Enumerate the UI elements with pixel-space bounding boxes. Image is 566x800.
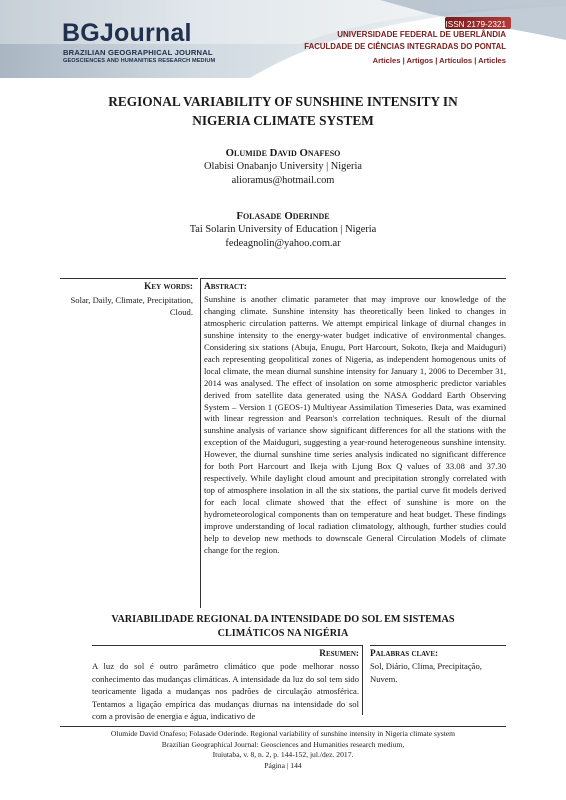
section-label: Articles | Artigos | Artículos | Articles xyxy=(372,56,506,65)
author-name: Olumide David Onafeso xyxy=(225,147,341,159)
faculty-name: FACULDADE DE CIÊNCIAS INTEGRADAS DO PONTAL xyxy=(304,42,506,51)
page-number: Página | 144 xyxy=(264,760,302,770)
journal-logo-title: BGJournal xyxy=(62,19,192,47)
journal-header xyxy=(0,0,566,78)
palabras-clave-heading: Palabras clave: xyxy=(370,649,439,659)
author-affiliation: Tai Solarin University of Education | Nigeria xyxy=(189,224,377,235)
article-title-line-2: NIGERIA CLIMATE SYSTEM xyxy=(192,113,374,128)
journal-logo-tagline: GEOSCIENCES AND HUMANITIES RESEARCH MEDIUM xyxy=(63,58,216,64)
footer-journal-line: Brazilian Geographical Journal: Geosciences and Humanities research medium, xyxy=(161,739,405,749)
keywords-column xyxy=(60,281,193,319)
article-title-line-1: REGIONAL VARIABILITY OF SUNSHINE INTENSITY IN xyxy=(108,94,458,109)
university-name: UNIVERSIDADE FEDERAL DE UBERLÂNDIA xyxy=(337,30,506,39)
author-block-2 xyxy=(60,209,506,251)
resumen-text: A luz do sol é outro parâmetro climático que pode melhorar nosso conhecimento das mudanças climáticas. A intensidade da luz do sol tem sido teoricamente ligada a mudanças nos padrões de circulação atmosférica. Tentamos a ligação empírica das mudanças diurnas na intensidade do sol com a provisão de energia e água, indicativo de xyxy=(92,661,359,722)
abstract-heading: Abstract: xyxy=(204,282,247,292)
article-title xyxy=(60,92,506,130)
resumen-heading: Resumen: xyxy=(319,649,359,659)
author-affiliation: Olabisi Onabanjo University | Nigeria xyxy=(204,161,362,172)
author-email[interactable]: fedeagnolin@yahoo.com.ar xyxy=(225,238,341,249)
citation-footer xyxy=(60,726,506,771)
keywords-heading: Key words: xyxy=(144,282,193,292)
abstract-text: Sunshine is another climatic parameter that may improve our knowledge of the changing climate. Sunshine intensity has theoretically been linked to changes in atmospheric circulation patterns. We attempt empirical linkage of diurnal changes in sunshine intensity to the energy-water budget indicative of environmental changes. Considering six stations (Abuja, Enugu, Port Harcourt, Sokoto, Ikeja and Maiduguri) each representing geopolitical zones of Nigeria, as independent homogenous units of local climate, the mean diurnal sunshine intensity for January 1, 2006 to December 31, 2014 was analysed. The effect of insolation on some atmospheric predictor variables derived from satellite data generated using the NASA Goddard Earth Observing System – Version 1 (GEOS-1) Multiyear Assimilation Timeseries Data, was examined with linear regression and Pearson's correlation techniques. Result of the diurnal sunshine analysis of variance show significant differences for all the stations with the exception of the Maiduguri, suggesting a year-round heterogeneous sunshine intensity. However, the diurnal sunshine time series analysis indicated no significant difference for both Port Harcourt and Ikeja with Ljung Box Q values of 33.08 and 37.30 respectively. While daylight cloud amount and precipitation strongly correlated with top of atmosphere insolation in all the six stations, the partial curve fit models derived for each local climate showed that the effect of sunshine is more on the hydrometeorological components than on temperature and heat budget. These findings improve understanding of local radiation climatology, although, further studies could help to develop new methods to downscale General Circulation Models of climate change for the region. xyxy=(204,293,506,555)
author-name: Folasade Oderinde xyxy=(236,210,330,222)
journal-logo-subtitle: BRAZILIAN GEOGRAPHICAL JOURNAL xyxy=(63,48,213,57)
portuguese-title-line-2: CLIMÁTICOS NA NIGÉRIA xyxy=(217,627,349,639)
resumen-column xyxy=(92,645,363,722)
author-block-1 xyxy=(60,146,506,188)
palabras-clave-column xyxy=(370,645,506,685)
footer-citation-line: Olumide David Onafeso; Folasade Oderinde. Regional variability of sunshine intensity in Nigeria climate system xyxy=(110,729,456,738)
footer-volume-line: Ituiutaba, v. 8, n. 2, p. 144-152, jul./dez. 2017. xyxy=(212,750,354,760)
keywords-divider xyxy=(60,278,198,279)
abstract-column xyxy=(200,278,506,608)
author-email[interactable]: alioramus@hotmail.com xyxy=(231,175,335,186)
portuguese-title xyxy=(60,613,506,640)
portuguese-title-line-1: VARIABILIDADE REGIONAL DA INTENSIDADE DO SOL EM SISTEMAS xyxy=(111,614,455,625)
palabras-clave-text: Sol, Diário, Clima, Precipitação, Nuvem. xyxy=(370,661,482,684)
keywords-text: Solar, Daily, Climate, Precipitation, Cloud. xyxy=(70,294,193,318)
issn-badge: ISSN 2179-2321 xyxy=(445,20,506,29)
